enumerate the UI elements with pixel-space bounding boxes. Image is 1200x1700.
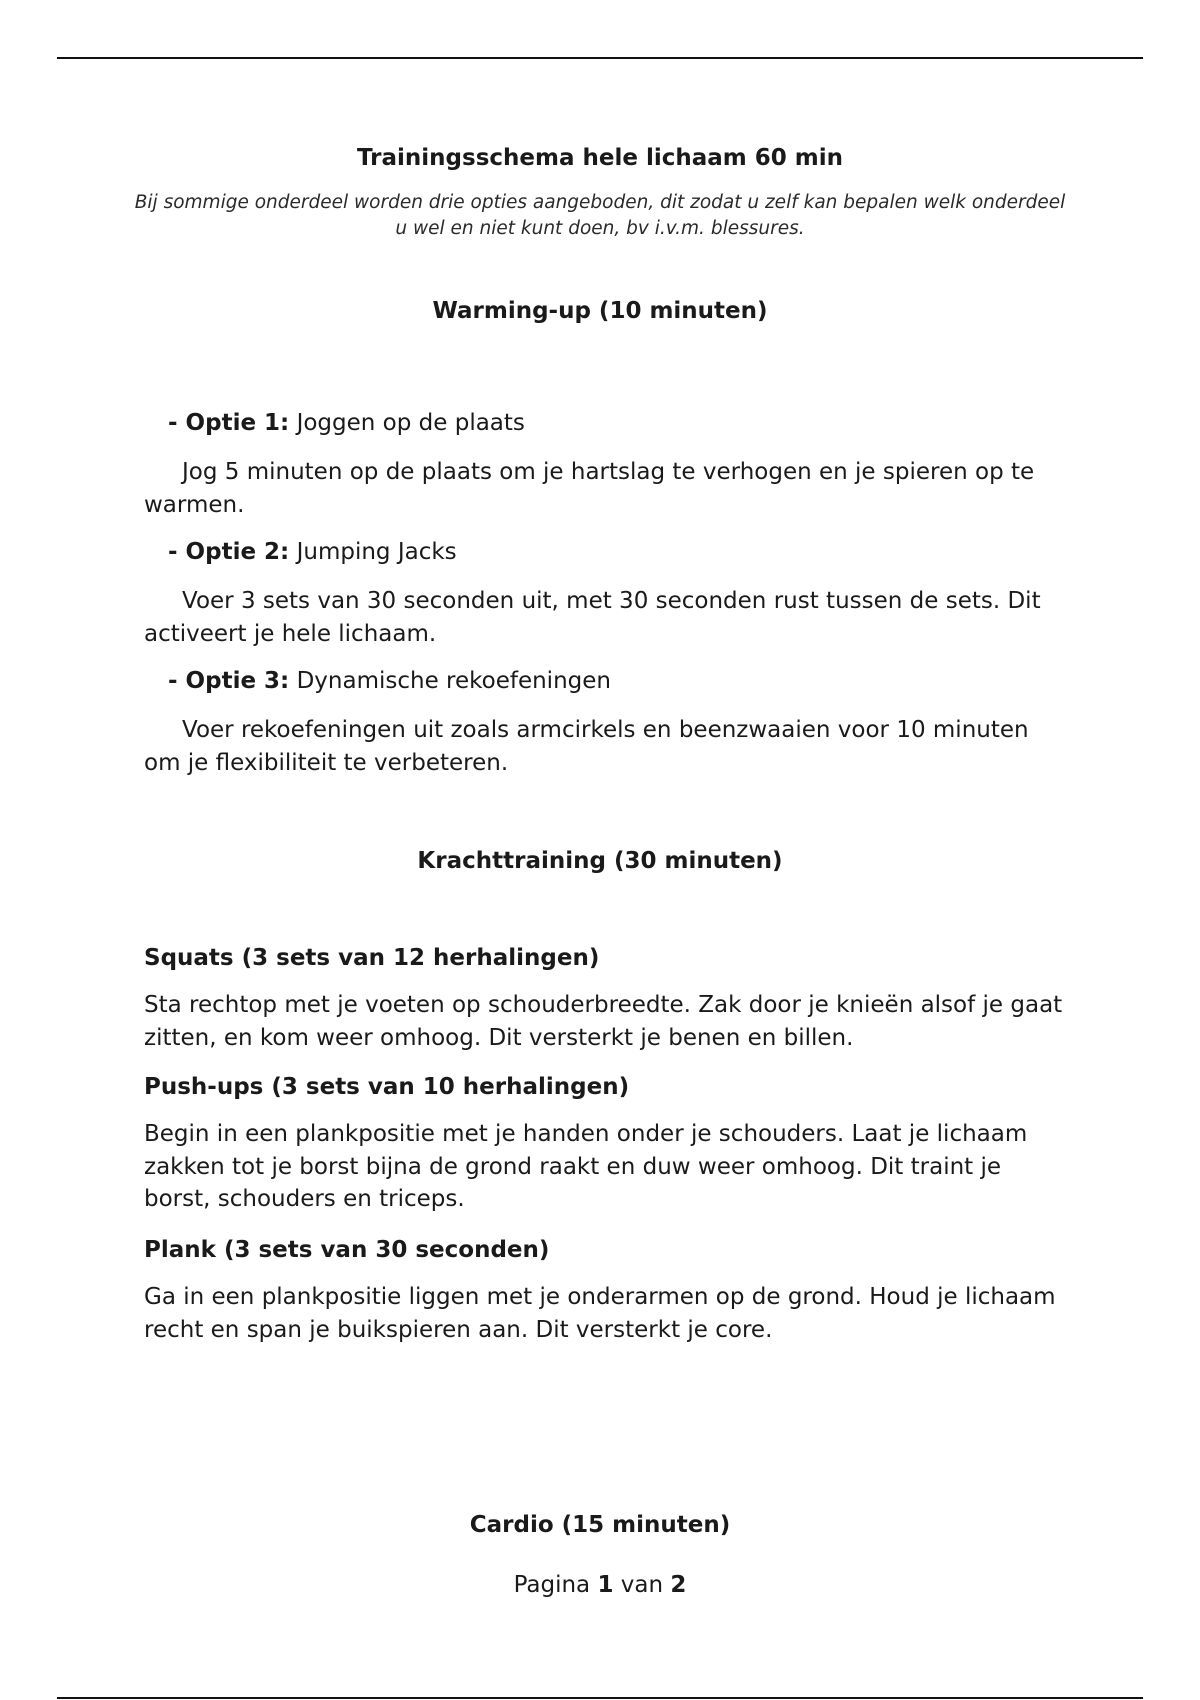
exercise-squats-heading: Squats (3 sets van 12 herhalingen) xyxy=(144,945,600,971)
option-name: Joggen op de plaats xyxy=(296,410,525,436)
page-number-separator: van xyxy=(620,1572,664,1598)
page-number xyxy=(0,1570,1200,1600)
page-number-total: 2 xyxy=(670,1572,687,1598)
warmup-option-3-heading xyxy=(168,666,611,696)
section-title-strength: Krachttraining (30 minuten) xyxy=(417,848,783,874)
exercise-pushups-description: Begin in een plankpositie met je handen onder je schouders. Laat je lichaam zakken tot je borst bijna de grond raakt en duw weer omhoog. Dit traint je borst, schouders en triceps. xyxy=(144,1121,1028,1212)
exercise-plank-description: Ga in een plankpositie liggen met je onderarmen op de grond. Houd je lichaam recht en span je buikspieren aan. Dit versterkt je core. xyxy=(144,1284,1056,1343)
section-title-warmup: Warming-up (10 minuten) xyxy=(432,298,768,324)
option-name: Dynamische rekoefeningen xyxy=(296,668,611,694)
exercise-plank-heading: Plank (3 sets van 30 seconden) xyxy=(144,1237,550,1263)
exercise-pushups-heading: Push-ups (3 sets van 10 herhalingen) xyxy=(144,1074,630,1100)
exercise-squats-description: Sta rechtop met je voeten op schouderbreedte. Zak door je knieën alsof je gaat zitten, en kom weer omhoog. Dit versterkt je benen en billen. xyxy=(144,992,1063,1051)
warmup-option-1-heading xyxy=(168,408,525,438)
section-title-cardio: Cardio (15 minuten) xyxy=(469,1512,731,1538)
warmup-option-2-heading xyxy=(168,537,457,567)
document-title: Trainingsschema hele lichaam 60 min xyxy=(357,145,843,171)
page-number-current: 1 xyxy=(597,1572,614,1598)
option-label: - Optie 2: xyxy=(168,539,290,565)
warmup-option-3-description: Voer rekoefeningen uit zoals armcirkels en beenzwaaien voor 10 minuten om je flexibiliteit te verbeteren. xyxy=(144,717,1029,776)
header-rule xyxy=(57,57,1143,59)
option-label: - Optie 1: xyxy=(168,410,290,436)
warmup-option-2-description: Voer 3 sets van 30 seconden uit, met 30 seconden rust tussen de sets. Dit activeert je hele lichaam. xyxy=(144,588,1041,647)
page-number-prefix: Pagina xyxy=(513,1572,591,1598)
intro-note: Bij sommige onderdeel worden drie opties aangeboden, dit zodat u zelf kan bepalen welk onderdeel u wel en niet kunt doen, bv i.v.m. blessures. xyxy=(134,192,1066,239)
option-name: Jumping Jacks xyxy=(296,539,457,565)
option-label: - Optie 3: xyxy=(168,668,290,694)
footer-rule xyxy=(57,1697,1143,1699)
warmup-option-1-description: Jog 5 minuten op de plaats om je hartslag te verhogen en je spieren op te warmen. xyxy=(144,459,1035,518)
